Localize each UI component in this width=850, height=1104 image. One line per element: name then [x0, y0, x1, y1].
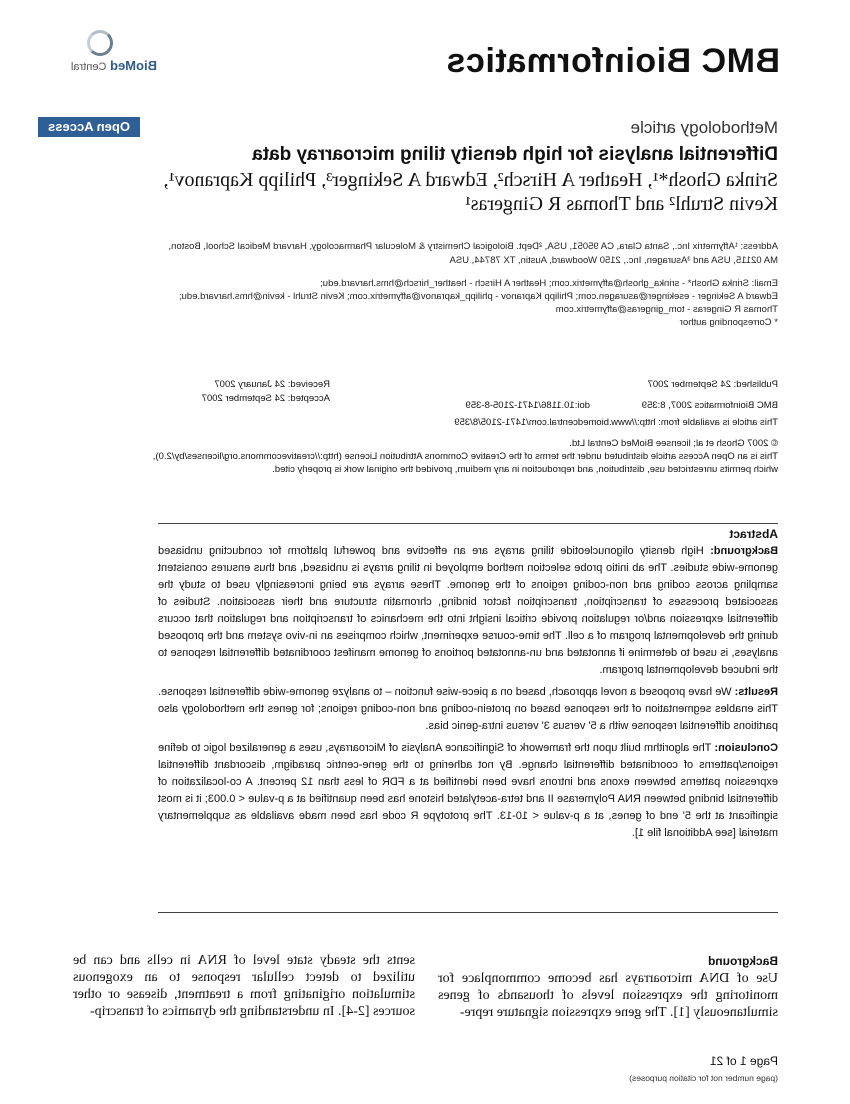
abstract-results: Results: We have proposed a novel approach, based on a piece-wise function – to analyze genome-wide differential response. This enables segmentation of the response based on protein-coding and non-coding regions; for genes the methodology also partitions differential response with a 5' versus 3' versus intra-genic bias.: [158, 686, 778, 732]
address-line-2: MA 02115, USA and ³Asuragen, Inc., 2150 Woodward, Austin, TX 78744, USA: [449, 255, 778, 266]
license-line-1: This is an Open Access article distributed under the terms of the Creative Commons Attribution License (http://creativecommons.org/licenses/by/2.0),: [152, 451, 778, 462]
accepted-date: Accepted: 24 September 2007: [201, 393, 330, 404]
license-line-2: which permits unrestricted use, distribution, and reproduction in any medium, provided the original work is properly cited.: [272, 464, 778, 475]
corresponding-author-note: * Corresponding author: [679, 317, 778, 328]
authors-line-2: Kevin Struhl² and Thomas R Gingeras¹: [464, 193, 778, 215]
logo-text-sub: Central: [70, 61, 107, 73]
open-access-badge: Open Access: [38, 117, 140, 137]
article-title: Differential analysis for high density tiling microarray data: [252, 144, 778, 165]
logo-text-main: BioMed: [110, 58, 157, 73]
journal-title: BMC Bioinformatics: [446, 42, 780, 80]
citation: BMC Bioinformatics 2007, 8:359: [641, 400, 778, 411]
background-heading: Background: [707, 954, 778, 968]
email-line-2: Edward A Sekinger - esekinger@asuragen.com; Philipp Kapranov - philipp_kapranov@affymetrix.com; Kevin Struhl - kevin@hms.harvard.edu;: [178, 291, 778, 302]
page-number-note: (page number not for citation purposes): [629, 1073, 778, 1083]
availability: This article is available from: http://www.biomedcentral.com/1471-2105/8/359: [454, 417, 778, 428]
address-line-1: Address: ¹Affymetrix Inc., Santa Clara, CA 95051, USA, ²Dept. Biological Chemistry & Molecular Pharmacology, Harvard Medical School, Boston,: [168, 241, 778, 252]
copyright: © 2007 Ghosh et al; licensee BioMed Central Ltd.: [569, 438, 778, 449]
email-line-3: Thomas R Gingeras - tom_gingeras@affymetrix.com: [555, 304, 778, 315]
doi: doi:10.1186/1471-2105-8-359: [465, 400, 590, 411]
email-line-1: Email: Srinka Ghosh* - srinka_ghosh@affymetrix.com; Heather A Hirsch - heather_hirsch@hms.harvard.edu;: [320, 278, 778, 289]
abstract-conclusion: Conclusion: The algorithm built upon the framework of Significance Analysis of Microarrays, uses a generalized logic to define regions/patterns of coordinated differential change. By not adhering to the gene-centric paradigm, discordant differential expression patterns between exons and introns have been identified at a FDR of less than 12 percent. A co-localization of differential binding between RNA Polymerase II and tetra-acetylated histone has been quantified at a p-value < 0.003; it is most significant at the 5' end of genes, at a p-value < 10-13. The prototype R code has been made available as supplementary material [see Additional file 1].: [158, 742, 778, 839]
abstract-bottom-rule: [158, 912, 778, 913]
authors-line-1: Srinka Ghosh*¹, Heather A Hirsch², Edward A Sekinger³, Philipp Kapranov¹,: [163, 169, 778, 191]
body-column-1: Use of DNA microarrays has become commonplace for monitoring the expression levels of thousands of genes simultaneously [1]. The gene expression signature repre-: [438, 971, 778, 1020]
abstract-heading: Abstract: [729, 527, 778, 541]
page-number: Page 1 of 21: [709, 1054, 778, 1068]
received-date: Received: 24 January 2007: [214, 379, 330, 390]
abstract-top-rule: [158, 523, 778, 524]
logo-ring-icon: [87, 30, 113, 56]
published-date: Published: 24 September 2007: [647, 379, 778, 390]
abstract-background: Background: High density oligonucleotide tiling arrays are an effective and powerful platform for conducting unbiased genome-wide studies. The ab initio probe selection method employed in tiling arrays is unbiased, and thus ensures consistent sampling across coding and non-coding regions of the genome. These arrays are being increasingly used to study the associated processes of transcription, transcription factor binding, chromatin structure and their association. Studies of differential expression and/or regulation provide critical insight into the mechanics of transcription and regulation that occurs during the developmental program of a cell. The time-course experiment, which comprises an in-vivo system and the proposed analyses, is used to determine if annotated and un-annotated portions of genome manifest coordinated differential response to the induced developmental program.: [157, 545, 778, 676]
abstract-body: [158, 543, 778, 847]
biomed-central-logo: [47, 30, 157, 80]
article-type: Methodology article: [630, 118, 778, 137]
body-column-2: sents the steady state level of RNA in cells and can be utilized to detect cellular response to an exogenous stimulation originating from a treatment, disease or other sources [2-4]. In understanding the dynamics of transcrip-: [73, 953, 415, 1019]
